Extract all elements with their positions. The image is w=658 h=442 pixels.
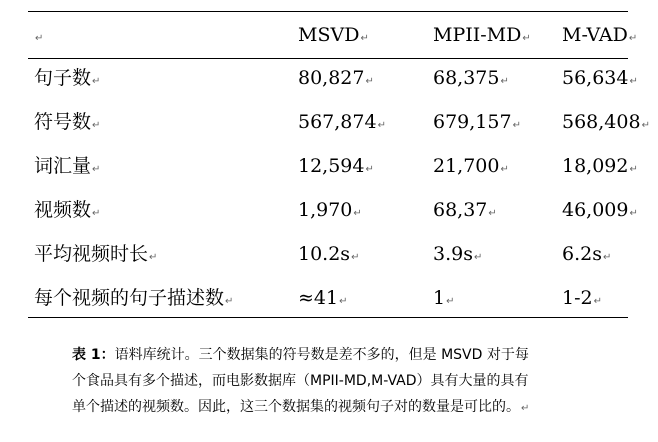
row-label: 每个视频的句子描述数↵ <box>34 287 234 309</box>
cell-mpii-md: 21,700↵ <box>433 155 509 177</box>
cell-m-vad: 18,092↵ <box>562 155 638 177</box>
caption-line: 表 1：语料库统计。三个数据集的符号数是差不多的，但是 MSVD 对于每 <box>72 347 529 363</box>
cell-mpii-md: 1↵ <box>433 287 455 309</box>
table-row <box>0 151 658 181</box>
header-cell-mpii-md: MPII-MD↵ <box>433 24 531 46</box>
row-label: 平均视频时长↵ <box>34 243 158 265</box>
caption-line: 个食品具有多个描述，而电影数据库（MPII-MD,M-VAD）具有大量的具有 <box>72 373 529 389</box>
cell-msvd: 12,594↵ <box>298 155 374 177</box>
cell-m-vad: 568,408↵ <box>562 111 650 133</box>
table-top-rule <box>28 11 628 12</box>
caption-label: 表 1： <box>72 347 115 363</box>
header-cell-msvd: MSVD↵ <box>298 24 369 46</box>
row-label: 视频数↵ <box>34 199 101 221</box>
table-row <box>0 283 658 313</box>
cell-msvd: 10.2s↵ <box>298 243 360 265</box>
cell-msvd: 80,827↵ <box>298 67 374 89</box>
row-label: 符号数↵ <box>34 111 101 133</box>
cell-mpii-md: 68,37↵ <box>433 199 497 221</box>
cell-m-vad: 56,634↵ <box>562 67 638 89</box>
caption-line: 单个描述的视频数。因此，这三个数据集的视频句子对的数量是可比的。↵ <box>72 399 530 415</box>
cell-msvd: 567,874↵ <box>298 111 386 133</box>
row-label: 词汇量↵ <box>34 155 101 177</box>
cell-msvd: 1,970↵ <box>298 199 362 221</box>
cell-mpii-md: 3.9s↵ <box>433 243 483 265</box>
row-label: 句子数↵ <box>34 67 101 89</box>
cell-m-vad: 6.2s↵ <box>562 243 612 265</box>
table-header-rule <box>28 58 628 59</box>
header-cell-empty: ↵ <box>35 33 44 44</box>
header-cell-m-vad: M-VAD↵ <box>562 24 638 46</box>
table-bottom-rule <box>28 317 628 318</box>
table-caption <box>72 342 632 422</box>
table-header-row <box>0 20 658 50</box>
table-row <box>0 195 658 225</box>
cell-m-vad: 1-2↵ <box>562 287 602 309</box>
cell-m-vad: 46,009↵ <box>562 199 638 221</box>
table-row <box>0 107 658 137</box>
table-row <box>0 239 658 269</box>
cell-mpii-md: 68,375↵ <box>433 67 509 89</box>
cell-mpii-md: 679,157↵ <box>433 111 521 133</box>
table-row <box>0 63 658 93</box>
cell-msvd: ≈41↵ <box>298 287 348 309</box>
